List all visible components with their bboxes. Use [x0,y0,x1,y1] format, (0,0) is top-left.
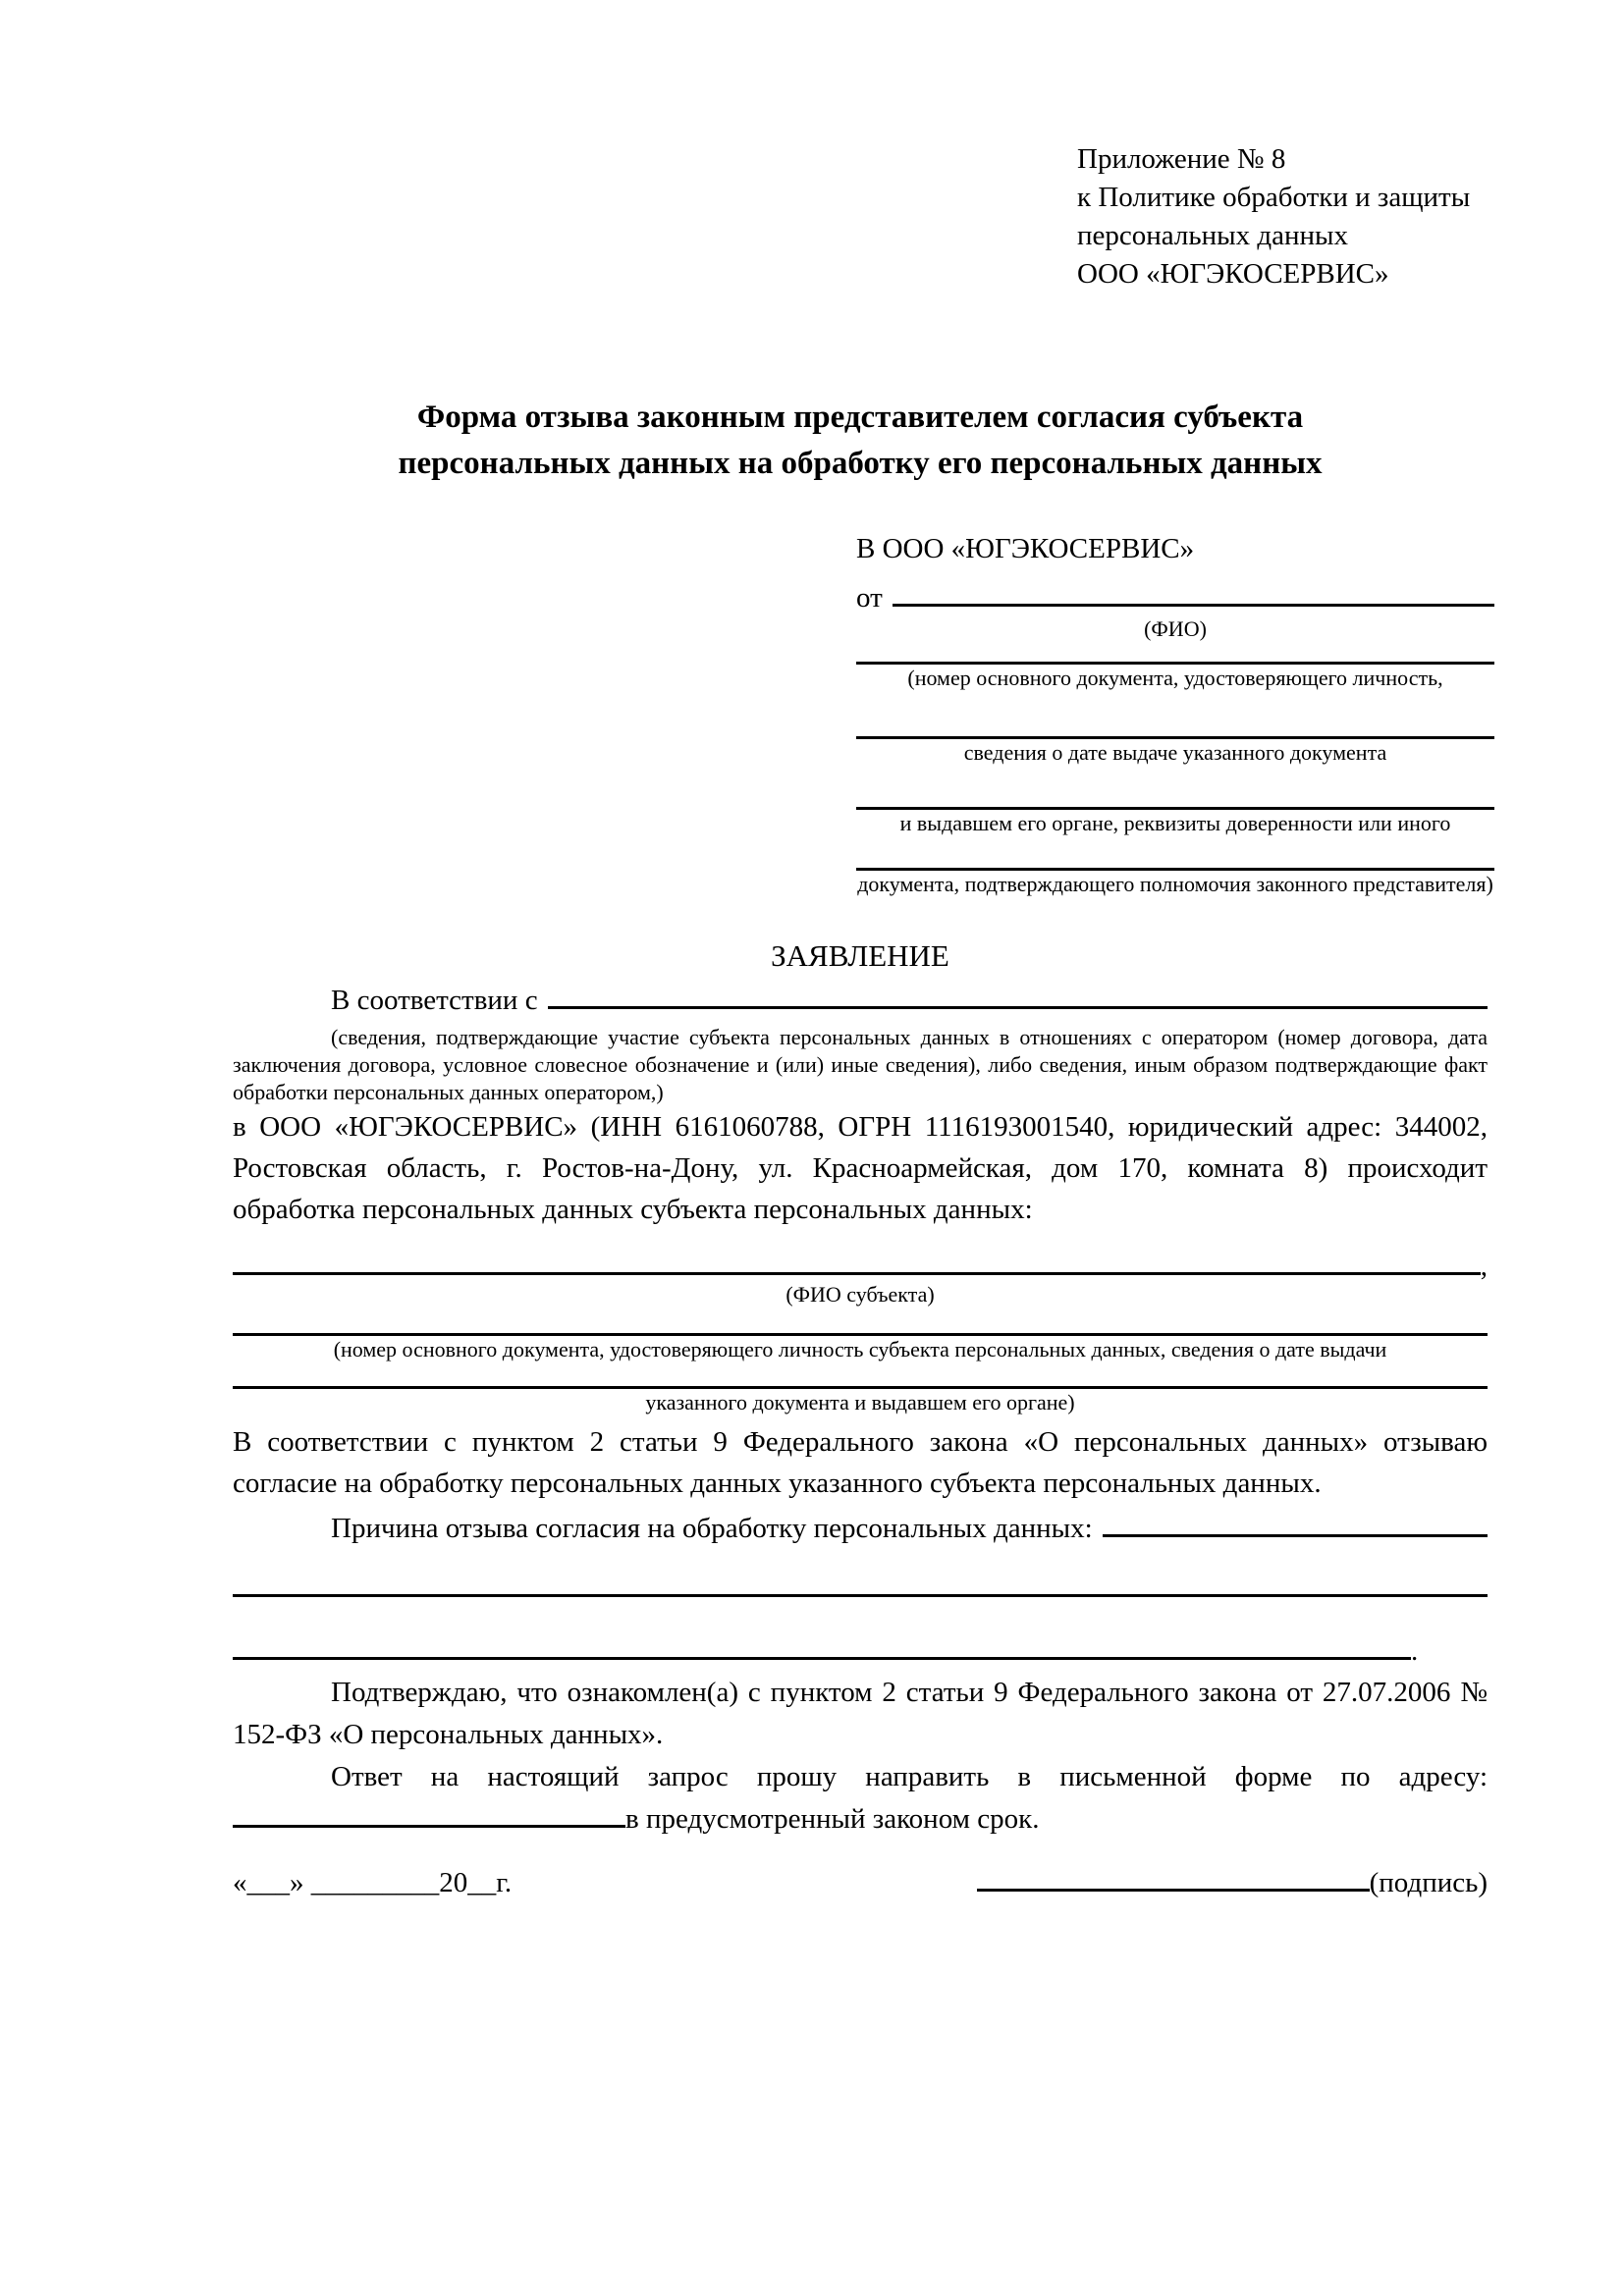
reply-tail: в предусмотренный законом срок. [625,1803,1040,1835]
appendix-note [1077,140,1470,294]
reply-text: Ответ на настоящий запрос прошу направить в письменной форме по адресу: [331,1761,1488,1792]
basis-label: В соответствии с [331,985,538,1016]
period-after-blank: . [1411,1635,1419,1667]
reason-row [233,1508,1488,1549]
reason-blank-line-2 [233,1636,1488,1666]
representative-doc-caption: и выдавшем его органе, реквизиты доверенности или иного [899,811,1451,835]
representative-doc-caption: документа, подтверждающего полномочия законного представителя) [857,872,1493,896]
fio-caption: (ФИО) [1144,616,1207,641]
operator-paragraph: в ООО «ЮГЭКОСЕРВИС» (ИНН 6161060788, ОГРН 1116193001540, юридический адрес: 344002, Ростовская область, г. Ростов-на-Дону, ул. Красноармейская, дом 170, комната 8) происходит обработка персональных данных субъекта персональных данных: [233,1111,1488,1225]
basis-blank-field [548,1006,1488,1009]
signature-caption: (подпись) [1369,1867,1488,1898]
addressee-block [856,531,1494,897]
signature-blank-field [977,1889,1370,1892]
document-title-line: персональных данных на обработку его персональных данных [398,446,1323,481]
appendix-note-line: персональных данных [1077,220,1349,251]
organization-name: В ООО «ЮГЭКОСЕРВИС» [856,533,1195,564]
comma-after-blank: , [1480,1251,1488,1282]
subject-fio-blank-field [233,1272,1481,1275]
law-paragraph: В соответствии с пунктом 2 статьи 9 Федерального закона «О персональных данных» отзываю согласие на обработку персональных данных указанного субъекта персональных данных. [233,1426,1488,1499]
subject-doc-caption: указанного документа и выдавшем его органе) [645,1390,1075,1415]
signature-row [233,1867,1488,1899]
appendix-note-line: Приложение № 8 [1077,143,1286,175]
reason-label: Причина отзыва согласия на обработку персональных данных: [331,1513,1093,1544]
statement-body [233,980,1488,1841]
subject-fio-row [233,1252,1488,1281]
from-row [856,580,1494,615]
address-blank-field [233,1825,625,1828]
reason-blank-line [233,1594,1488,1597]
from-label: от [856,582,883,614]
representative-doc-caption: сведения о дате выдаче указанного документа [963,740,1387,765]
signature-group [977,1867,1488,1899]
subject-fio-caption: (ФИО субъекта) [785,1282,935,1307]
appendix-note-line: к Политике обработки и защиты [1077,182,1471,213]
subject-doc-caption: (номер основного документа, удостоверяющего личность субъекта персональных данных, сведения о дате выдачи [333,1337,1387,1362]
basis-caption: (сведения, подтверждающие участие субъекта персональных данных в отношениях с оператором (номер договора, дата заключения договора, условное словесное обозначение и (или) иные сведения), либо сведения, иным образом подтверждающие факт обработки персональных данных оператором,) [233,1025,1488,1104]
reason-blank-field-2 [233,1657,1411,1660]
date-field: «___» _________20__г. [233,1867,513,1898]
basis-row [233,980,1488,1021]
document-title-line: Форма отзыва законным представителем согласия субъекта [416,400,1304,435]
reason-blank-field [1103,1534,1488,1537]
confirm-paragraph: Подтверждаю, что ознакомлен(а) с пунктом 2 статьи 9 Федерального закона от 27.07.2006 № 152-ФЗ «О персональных данных». [233,1677,1488,1750]
reply-paragraph [233,1756,1488,1841]
document-title [233,395,1488,487]
statement-heading: ЗАЯВЛЕНИЕ [771,938,949,973]
representative-fio-blank-field [893,604,1494,607]
appendix-note-line: ООО «ЮГЭКОСЕРВИС» [1077,258,1389,290]
representative-doc-caption: (номер основного документа, удостоверяющего личность, [907,666,1443,690]
